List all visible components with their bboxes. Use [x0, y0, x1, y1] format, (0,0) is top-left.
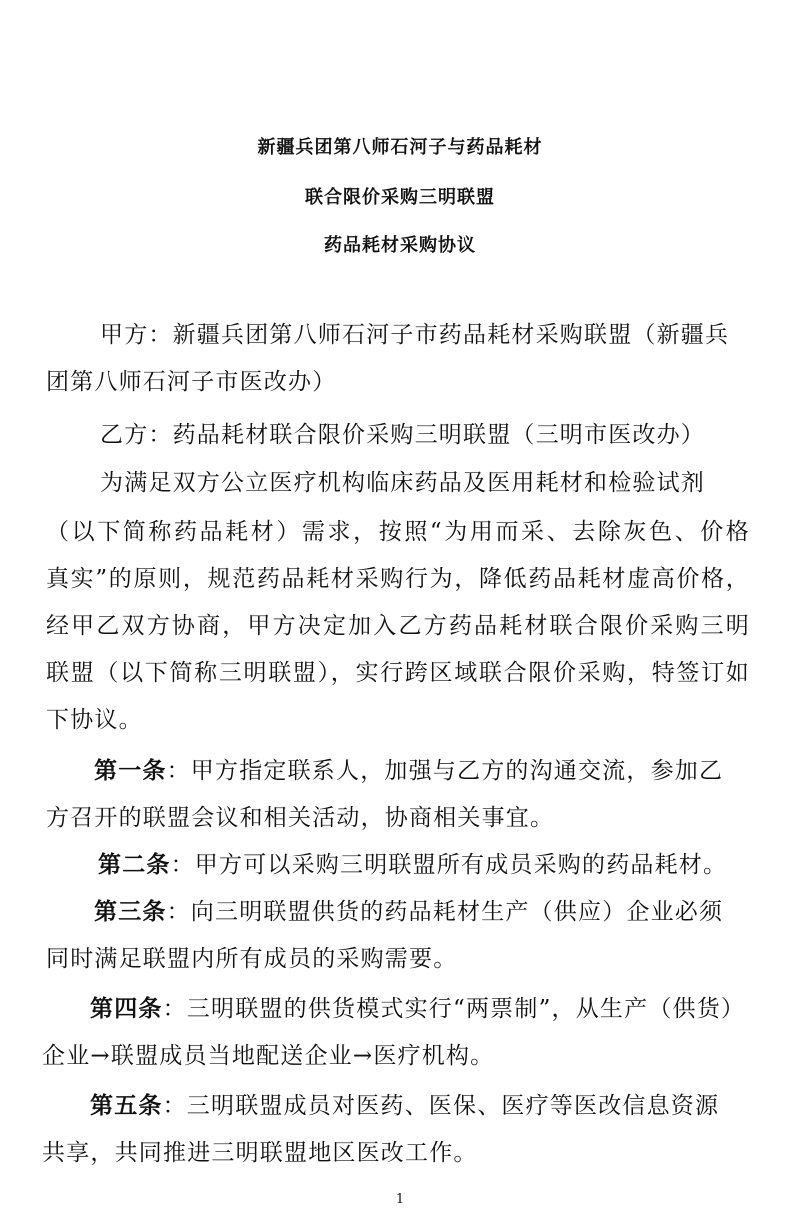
article-1-label: 第一条: [94, 758, 167, 784]
article-3-text-1: ：向三明联盟供货的药品耗材生产（供应）企业必须: [166, 899, 724, 925]
intro-line-2: （以下简称药品耗材）需求，按照“为用而采、去除灰色、价格: [46, 519, 750, 545]
document-title-line-3: 药品耗材采购协议: [324, 235, 476, 256]
article-2-line-1: [98, 849, 727, 881]
article-1-line-2: 方召开的联盟会议和相关活动，协商相关事宜。: [46, 805, 555, 831]
article-3-label: 第三条: [94, 899, 167, 925]
article-5-text-1: ：三明联盟成员对医药、医保、医疗等医改信息资源: [162, 1093, 720, 1119]
article-4-label: 第四条: [90, 996, 163, 1022]
article-5-line-1: [90, 1090, 719, 1122]
article-2-label: 第二条: [98, 852, 171, 878]
article-1-text-1: ：甲方指定联系人，加强与乙方的沟通交流，参加乙: [166, 758, 724, 784]
intro-line-4: 经甲乙双方协商，甲方决定加入乙方药品耗材联合限价采购三明: [46, 613, 750, 639]
intro-line-5: 联盟（以下简称三明联盟），实行跨区域联合限价采购，特签订如: [46, 660, 750, 686]
party-a-line-1: 甲方：新疆兵团第八师石河子市药品耗材采购联盟（新疆兵: [100, 322, 730, 348]
intro-line-3: 真实”的原则，规范药品耗材采购行为，降低药品耗材虚高价格，: [46, 566, 750, 592]
page-number: 1: [395, 1192, 405, 1207]
document-title-line-2: 联合限价采购三明联盟: [305, 187, 495, 208]
article-5-line-2: 共享，共同推进三明联盟地区医改工作。: [42, 1140, 478, 1166]
document-title-line-1: 新疆兵团第八师石河子与药品耗材: [257, 137, 543, 158]
party-a-line-2: 团第八师石河子市医改办）: [46, 369, 337, 395]
article-1-line-1: [94, 755, 723, 787]
article-3-line-2: 同时满足联盟内所有成员的采购需要。: [46, 946, 458, 972]
article-5-label: 第五条: [90, 1093, 163, 1119]
article-4-text-1: ：三明联盟的供货模式实行“两票制”，从生产（供货）: [162, 996, 746, 1022]
article-2-text-1: ：甲方可以采购三明联盟所有成员采购的药品耗材。: [170, 852, 728, 878]
intro-line-6: 下协议。: [46, 707, 143, 733]
intro-line-1: 为满足双方公立医疗机构临床药品及医用耗材和检验试剂: [100, 470, 705, 496]
article-4-line-1: [90, 993, 745, 1025]
article-4-line-2: 企业→联盟成员当地配送企业→医疗机构。: [42, 1043, 495, 1069]
party-b-line: 乙方：药品耗材联合限价采购三明联盟（三明市医改办）: [100, 422, 705, 448]
article-3-line-1: [94, 896, 723, 928]
